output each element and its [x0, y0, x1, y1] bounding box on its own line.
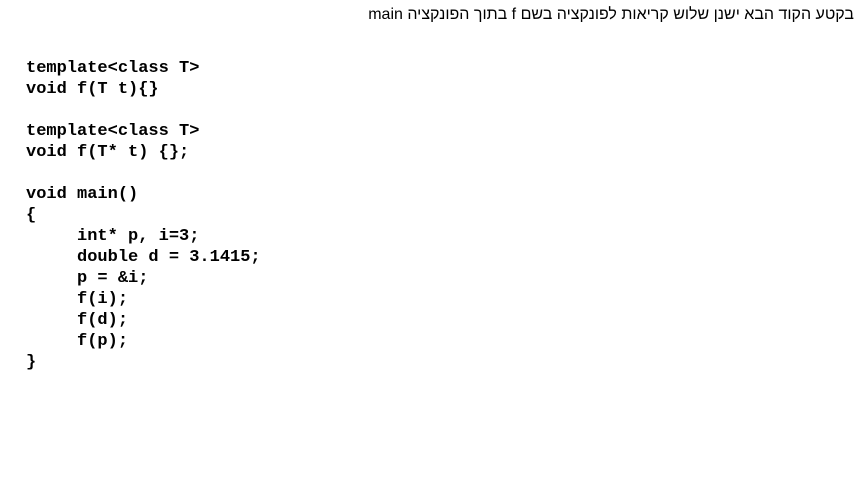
code-line-5: void f(T* t) {};: [26, 143, 190, 162]
code-line-1: template<class T>: [26, 59, 200, 78]
code-line-3: [26, 100, 261, 121]
code-line-7: void main(): [26, 185, 139, 204]
code-line-13: f(d);: [26, 311, 129, 330]
code-line-6: [26, 163, 261, 184]
code-line-2: void f(T t){}: [26, 80, 159, 99]
code-line-10: double d = 3.1415;: [26, 248, 261, 267]
code-line-4: template<class T>: [26, 122, 200, 141]
code-line-8: {: [26, 206, 37, 225]
code-line-14: f(p);: [26, 332, 129, 351]
code-line-15: }: [26, 353, 37, 372]
code-block: [26, 58, 261, 373]
code-line-11: p = &i;: [26, 269, 149, 288]
code-line-9: int* p, i=3;: [26, 227, 200, 246]
question-intro-text: בקטע הקוד הבא ישנן שלוש קריאות לפונקציה בשם f בתוך הפונקציה main: [368, 6, 854, 23]
code-line-12: f(i);: [26, 290, 129, 309]
